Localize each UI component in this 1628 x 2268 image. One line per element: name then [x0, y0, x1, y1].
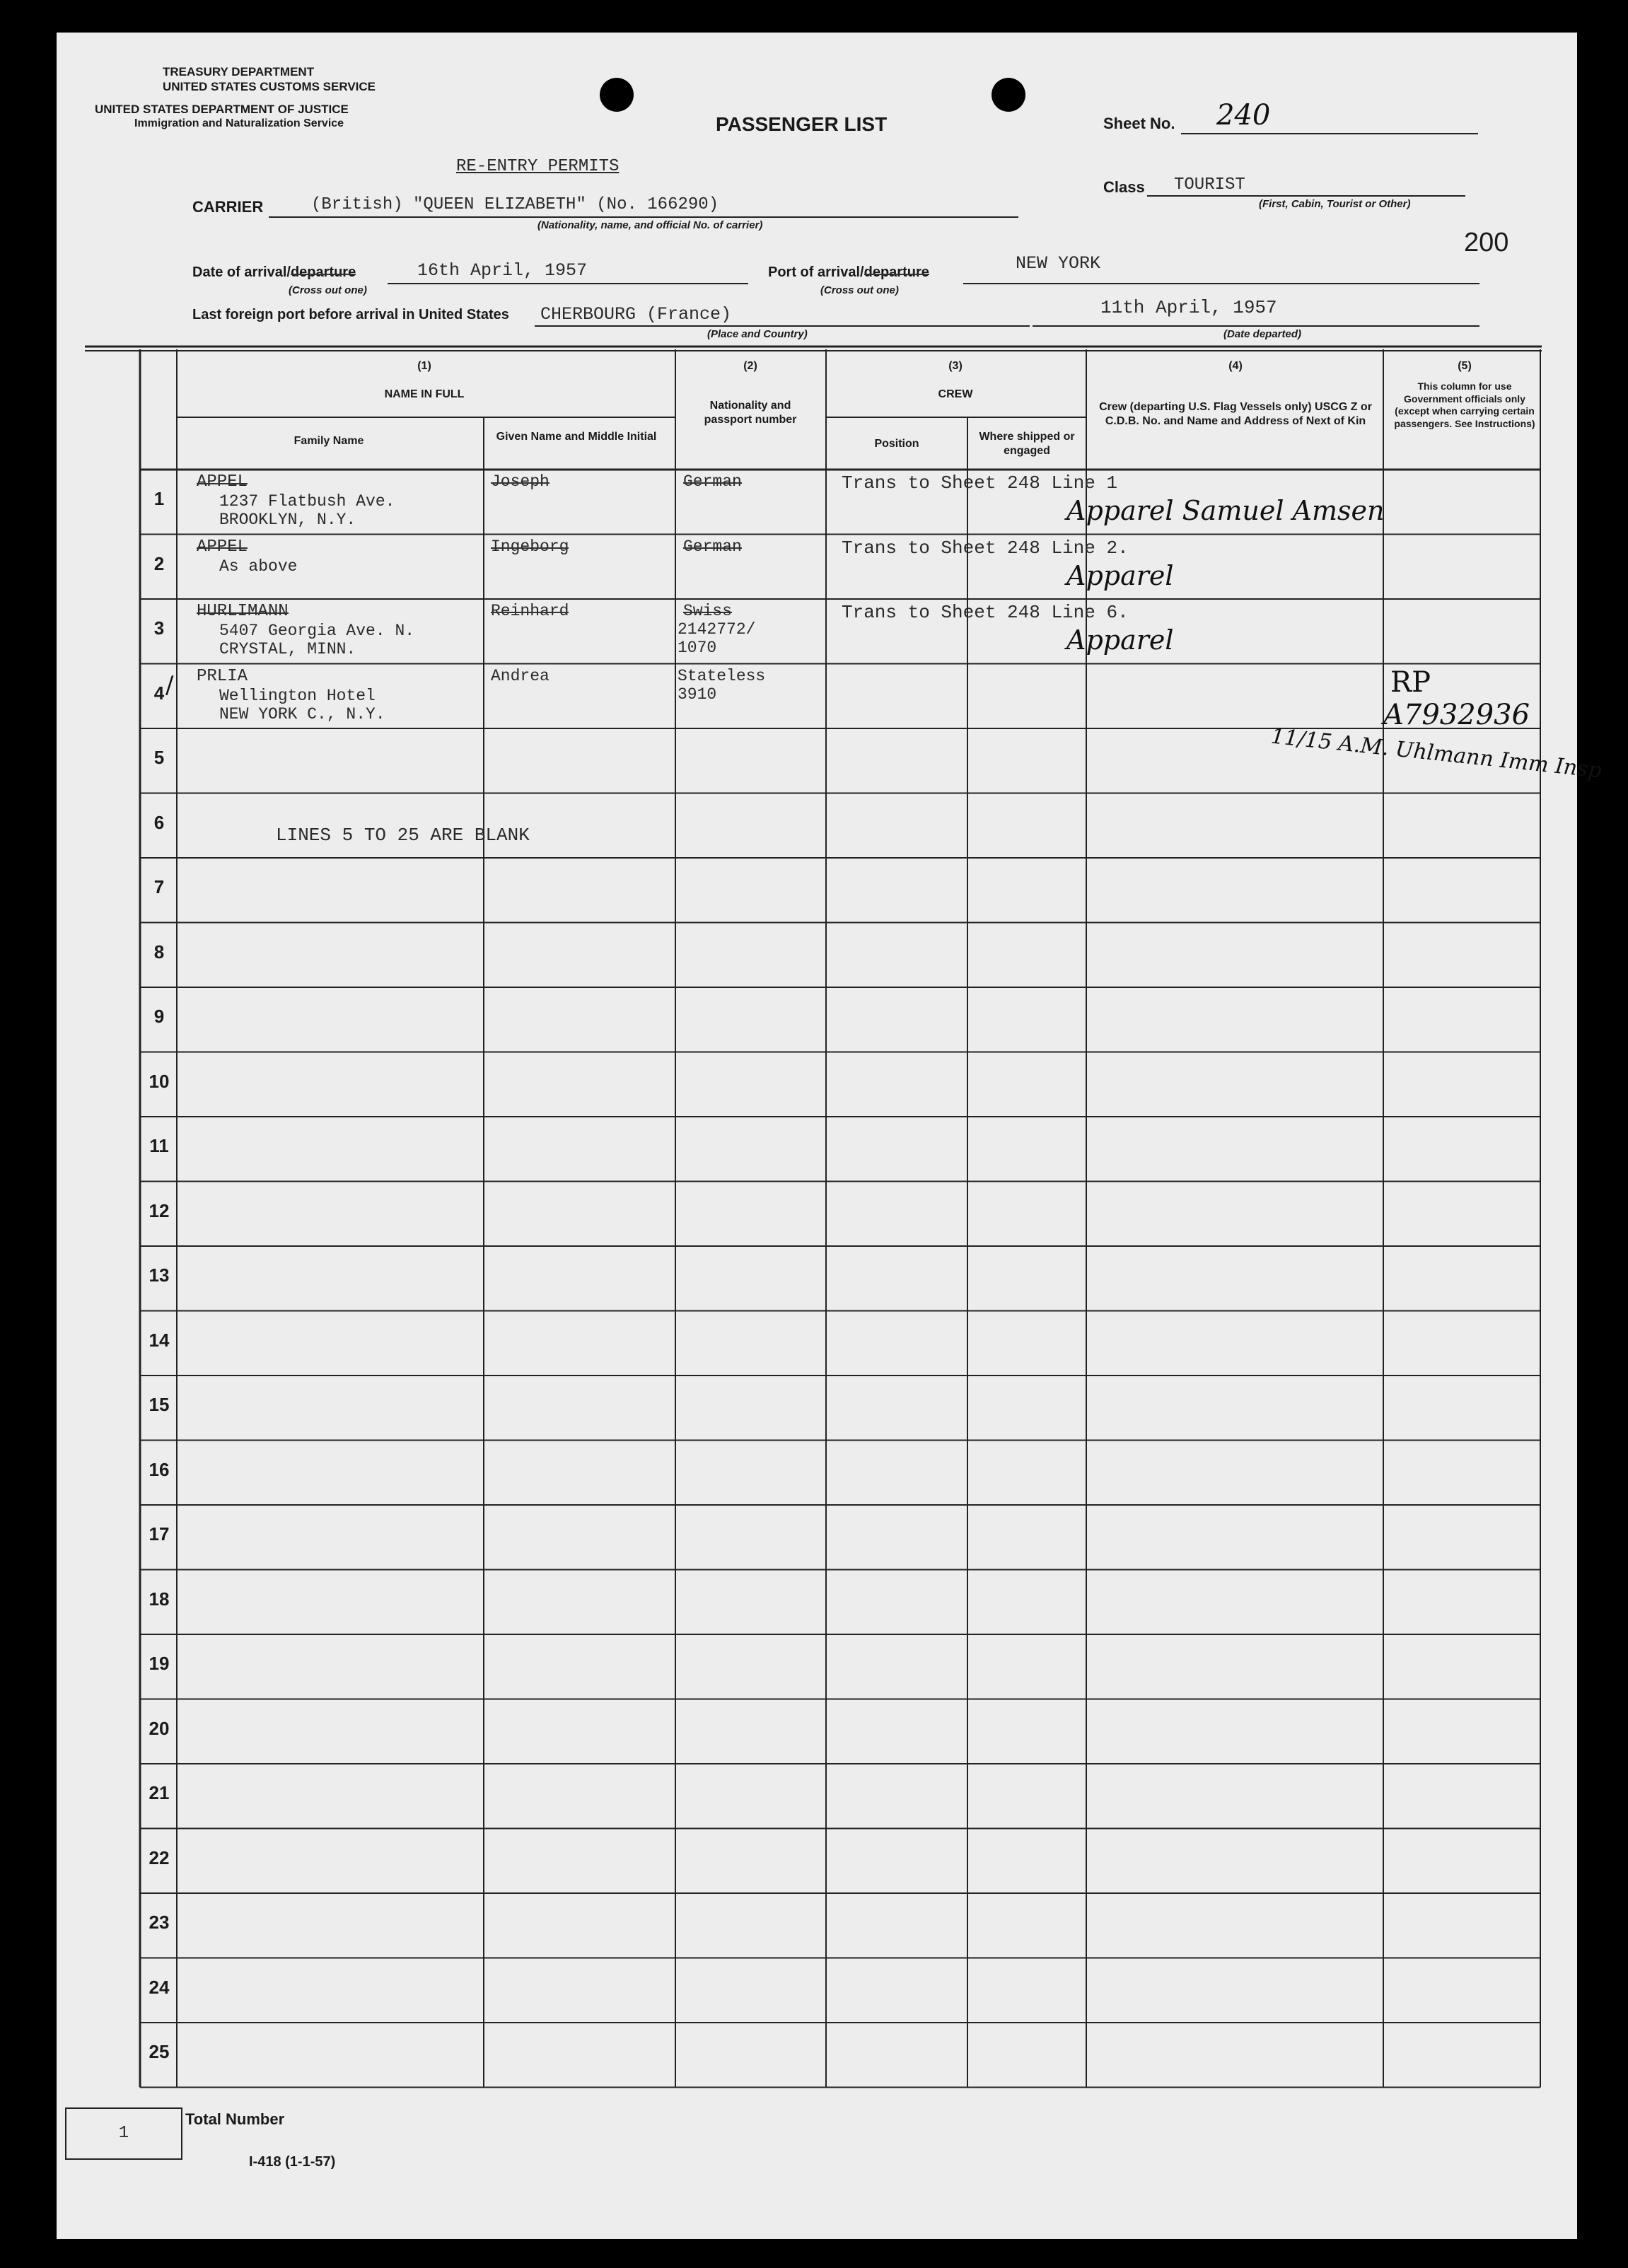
- col1-title: NAME IN FULL: [384, 388, 465, 400]
- given-name-text: Andrea: [491, 666, 550, 685]
- row-number: 24: [149, 1976, 170, 1998]
- class-caption: (First, Cabin, Tourist or Other): [1259, 198, 1411, 210]
- address-line: As above: [219, 557, 298, 576]
- address-line: NEW YORK C., N.Y.: [219, 704, 385, 723]
- nationality-text: Stateless: [678, 666, 766, 685]
- carrier-caption: (Nationality, name, and official No. of carrier): [537, 219, 763, 231]
- agency-line: UNITED STATES DEPARTMENT OF JUSTICE: [95, 103, 349, 116]
- family-name-value: [197, 537, 248, 557]
- last-port-value: CHERBOURG (France): [540, 304, 732, 325]
- page-subtitle: RE-ENTRY PERMITS: [456, 157, 620, 176]
- date-departed-caption: (Date departed): [1223, 328, 1302, 340]
- family-name-value: [197, 667, 248, 686]
- total-number-label: Total Number: [185, 2110, 285, 2128]
- class-value: TOURIST: [1174, 175, 1245, 194]
- row-number: 16: [149, 1458, 170, 1480]
- given-name-text: Joseph: [491, 472, 550, 491]
- given-name-text: Reinhard: [491, 602, 569, 620]
- address-line: BROOKLYN, N.Y.: [219, 511, 356, 529]
- nationality-value: [683, 537, 742, 556]
- col1-number: (1): [417, 360, 431, 372]
- given-name-value: [491, 537, 569, 556]
- carrier-value: (British) "QUEEN ELIZABETH" (No. 166290): [311, 195, 719, 214]
- family-name-text: PRLIA: [197, 666, 248, 686]
- family-name-text: HURLIMANN: [197, 602, 289, 621]
- sheet-number-value: 240: [1216, 99, 1271, 132]
- row-number: 18: [149, 1588, 170, 1610]
- given-name-value: [491, 472, 550, 491]
- address-line: Wellington Hotel: [219, 686, 376, 705]
- struck-word: departure: [290, 264, 356, 280]
- address-line: 5407 Georgia Ave. N.: [219, 622, 415, 640]
- address-line: CRYSTAL, MINN.: [219, 640, 356, 658]
- date-departed-value: 11th April, 1957: [1100, 297, 1277, 318]
- signature: Apparel: [1066, 559, 1174, 591]
- address-line: 1237 Flatbush Ave.: [219, 492, 395, 511]
- family-name-value: [197, 472, 248, 492]
- row-number: 21: [149, 1782, 170, 1803]
- nationality-text: German: [683, 537, 742, 556]
- nationality-value: [678, 620, 755, 639]
- row-number: 4: [153, 682, 165, 704]
- col2-title: Nationality and passport number: [704, 400, 797, 426]
- position-header: Position: [874, 438, 919, 450]
- carrier-label: CARRIER: [192, 198, 264, 216]
- rp-annotation: RP: [1390, 666, 1431, 699]
- given-name-header: Given Name and Middle Initial: [496, 431, 657, 443]
- col5-title: This column for use Government officials only (except when carrying certain passengers. See Instructions): [1394, 380, 1535, 429]
- row-number: 22: [149, 1847, 170, 1868]
- nationality-text: 3910: [678, 685, 717, 704]
- agency-line: Immigration and Naturalization Service: [134, 117, 344, 129]
- signature: Apparel Samuel Amsen: [1066, 495, 1385, 526]
- nationality-value: [683, 472, 742, 491]
- row-number: 8: [153, 941, 165, 963]
- total-number-box: [65, 2107, 182, 2160]
- agency-line: TREASURY DEPARTMENT: [163, 65, 315, 78]
- family-name-text: APPEL: [197, 472, 248, 492]
- stamp-number: 200: [1464, 228, 1509, 257]
- official-note-annotation: 11/15 A.M. Uhlmann Imm Insp: [1269, 723, 1603, 784]
- family-name-text: APPEL: [197, 537, 248, 557]
- row-number: 17: [149, 1523, 170, 1545]
- row-number: 23: [149, 1912, 170, 1933]
- nationality-text: German: [683, 472, 742, 491]
- permit-number-annotation: A7932936: [1383, 699, 1530, 731]
- given-name-text: Ingeborg: [491, 537, 569, 556]
- col3-title: CREW: [938, 388, 973, 400]
- row-number: 11: [149, 1135, 169, 1156]
- sheet-number-label: Sheet No.: [1103, 115, 1175, 132]
- row-number: 20: [149, 1717, 170, 1739]
- transfer-note: Trans to Sheet 248 Line 6.: [842, 602, 1129, 623]
- given-name-value: [491, 602, 569, 620]
- row-number: 13: [149, 1264, 170, 1286]
- page-title: PASSENGER LIST: [716, 113, 888, 135]
- col3-number: (3): [948, 360, 963, 372]
- col5-number: (5): [1458, 360, 1472, 372]
- row-number: 10: [149, 1070, 170, 1092]
- nationality-text: 1070: [678, 639, 717, 657]
- row-number: 14: [149, 1329, 170, 1351]
- nationality-text: 2142772/: [678, 620, 756, 639]
- row-number: 15: [149, 1394, 170, 1415]
- arrival-label-text: Date of arrival/: [192, 264, 291, 280]
- class-label: Class: [1103, 178, 1145, 196]
- row-number: 7: [153, 876, 165, 897]
- nationality-text: Swiss: [683, 602, 733, 620]
- last-port-label: Last foreign port before arrival in United States: [192, 307, 509, 322]
- arrival-date-value: 16th April, 1957: [417, 260, 588, 281]
- row-number: 12: [149, 1199, 170, 1221]
- transfer-note: Trans to Sheet 248 Line 2.: [842, 537, 1129, 559]
- blank-lines-note: LINES 5 TO 25 ARE BLANK: [276, 825, 530, 846]
- col4-number: (4): [1228, 360, 1243, 372]
- cross-out-caption: (Cross out one): [289, 284, 367, 296]
- agency-line: UNITED STATES CUSTOMS SERVICE: [163, 80, 376, 93]
- total-number-value: 1: [118, 2124, 129, 2143]
- nationality-value: [683, 602, 732, 620]
- row-number: 19: [149, 1653, 170, 1674]
- nationality-value: [678, 667, 765, 685]
- col2-number: (2): [743, 360, 757, 372]
- row-number: 1: [153, 488, 165, 509]
- where-shipped-header: Where shipped or engaged: [979, 431, 1075, 457]
- row-number: 3: [153, 617, 165, 639]
- port-label-text: Port of arrival/: [768, 264, 864, 280]
- transfer-note: Trans to Sheet 248 Line 1: [842, 472, 1118, 494]
- row-check-mark: /: [165, 670, 174, 699]
- row-number: 9: [153, 1006, 165, 1027]
- signature: Apparel: [1066, 624, 1174, 656]
- col4-title: Crew (departing U.S. Flag Vessels only) USCG Z or C.D.B. No. and Name and Address of Next of Kin: [1099, 401, 1372, 427]
- nationality-value: [678, 639, 716, 657]
- given-name-value: [491, 667, 550, 685]
- family-name-header: Family Name: [293, 435, 364, 447]
- row-number: 25: [149, 2041, 170, 2062]
- row-number: 2: [153, 552, 165, 574]
- form-id: I-418 (1-1-57): [249, 2154, 336, 2170]
- struck-word: departure: [864, 264, 929, 280]
- port-value: NEW YORK: [1016, 253, 1101, 274]
- last-port-caption: (Place and Country): [707, 328, 808, 340]
- family-name-value: [197, 602, 289, 621]
- row-number: 6: [153, 811, 165, 833]
- row-number: 5: [153, 747, 165, 768]
- cross-out-caption: (Cross out one): [820, 284, 899, 296]
- nationality-value: [678, 685, 716, 704]
